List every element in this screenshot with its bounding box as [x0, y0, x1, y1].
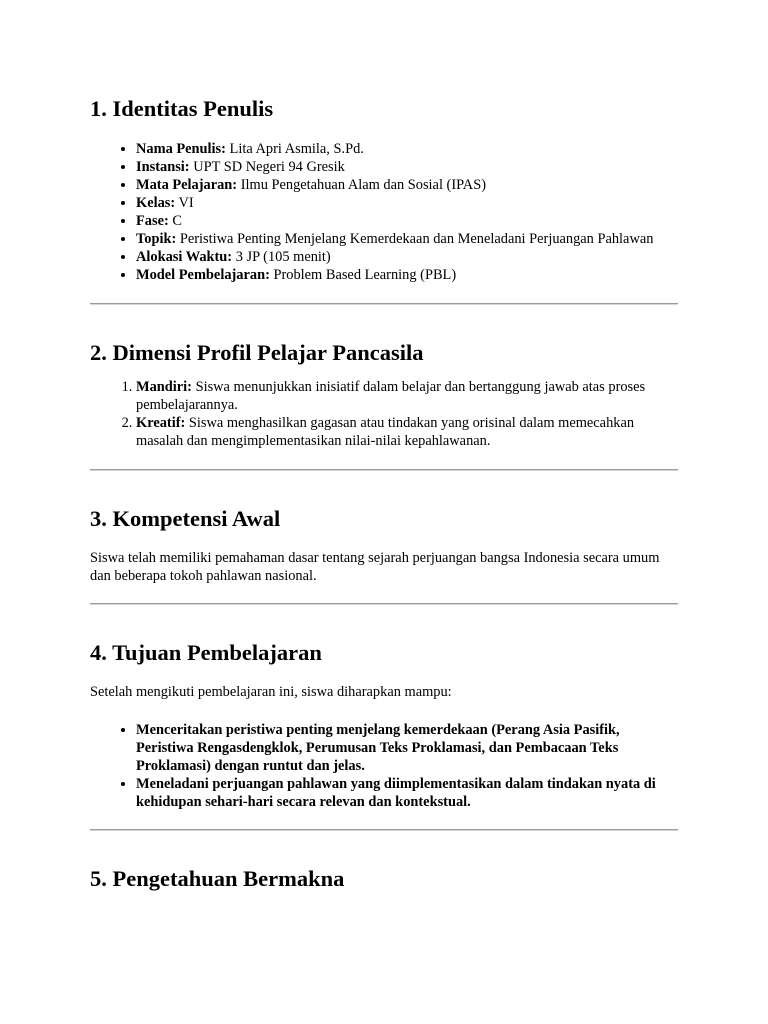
item-value: Siswa menghasilkan gagasan atau tindakan yang orisinal dalam memecahkan masalah dan mengimplementasikan nilai-nilai kepahlawanan. [136, 415, 635, 449]
section-tujuan-pembelajaran [90, 605, 678, 831]
list-item [136, 414, 678, 450]
section-title: 5. Pengetahuan Bermakna [90, 866, 345, 891]
item-value: VI [175, 195, 194, 211]
identity-list [90, 140, 678, 284]
item-value: Problem Based Learning (PBL) [269, 267, 457, 283]
item-label: Alokasi Waktu: [136, 249, 233, 265]
section-intro: Setelah mengikuti pembelajaran ini, siswa diharapkan mampu: [90, 684, 452, 700]
item-label: Model Pembelajaran: [136, 267, 270, 283]
list-item [136, 212, 678, 230]
item-value: 3 JP (105 menit) [232, 249, 331, 265]
list-item: • Meneladani perjuangan pahlawan yang diimplementasikan dalam tindakan nyata di kehidupan sehari-hari secara relevan dan kontekstual. [136, 775, 678, 811]
item-value: UPT SD Negeri 94 Gresik [189, 159, 345, 175]
section-identitas-penulis [90, 0, 678, 305]
item-value: Ilmu Pengetahuan Alam dan Sosial (IPAS) [237, 177, 486, 193]
list-item [136, 176, 678, 194]
list-item [136, 194, 678, 212]
item-value: C [168, 213, 182, 229]
item-value: Siswa menunjukkan inisiatif dalam belajar dan bertanggung jawab atas proses pembelajarannya. [136, 379, 646, 413]
item-label: Mata Pelajaran: [136, 177, 238, 193]
section-title: 3. Kompetensi Awal [90, 506, 281, 531]
section-title: 2. Dimensi Profil Pelajar Pancasila [90, 340, 424, 365]
section-title: 1. Identitas Penulis [90, 96, 274, 121]
item-value: Peristiwa Penting Menjelang Kemerdekaan dan Meneladani Perjuangan Pahlawan [176, 231, 654, 247]
section-paragraph: Siswa telah memiliki pemahaman dasar tentang sejarah perjuangan bangsa Indonesia secara umum dan beberapa tokoh pahlawan nasional. [90, 550, 660, 584]
section-kompetensi-awal [90, 471, 678, 605]
document-page [90, 0, 678, 892]
item-label: Instansi: [136, 159, 190, 175]
objectives-list [90, 721, 678, 811]
section-pengetahuan-bermakna [90, 831, 678, 892]
profile-list [90, 378, 678, 450]
list-item [136, 378, 678, 414]
section-title: 4. Tujuan Pembelajaran [90, 640, 322, 665]
item-label: Fase: [136, 213, 169, 229]
list-item [136, 230, 678, 248]
list-item [136, 158, 678, 176]
item-value: Lita Apri Asmila, S.Pd. [225, 141, 364, 157]
list-item [136, 266, 678, 284]
section-dimensi-profil [90, 305, 678, 471]
list-item [136, 140, 678, 158]
item-label: Kreatif: [136, 415, 186, 431]
item-label: Topik: [136, 231, 177, 247]
item-label: Kelas: [136, 195, 176, 211]
list-item [136, 248, 678, 266]
item-label: Mandiri: [136, 379, 192, 395]
item-label: Nama Penulis: [136, 141, 226, 157]
list-item: • Menceritakan peristiwa penting menjelang kemerdekaan (Perang Asia Pasifik, Peristiwa Rengasdengklok, Perumusan Teks Proklamasi, dan Pembacaan Teks Proklamasi) dengan runtut dan jelas. [136, 721, 678, 775]
